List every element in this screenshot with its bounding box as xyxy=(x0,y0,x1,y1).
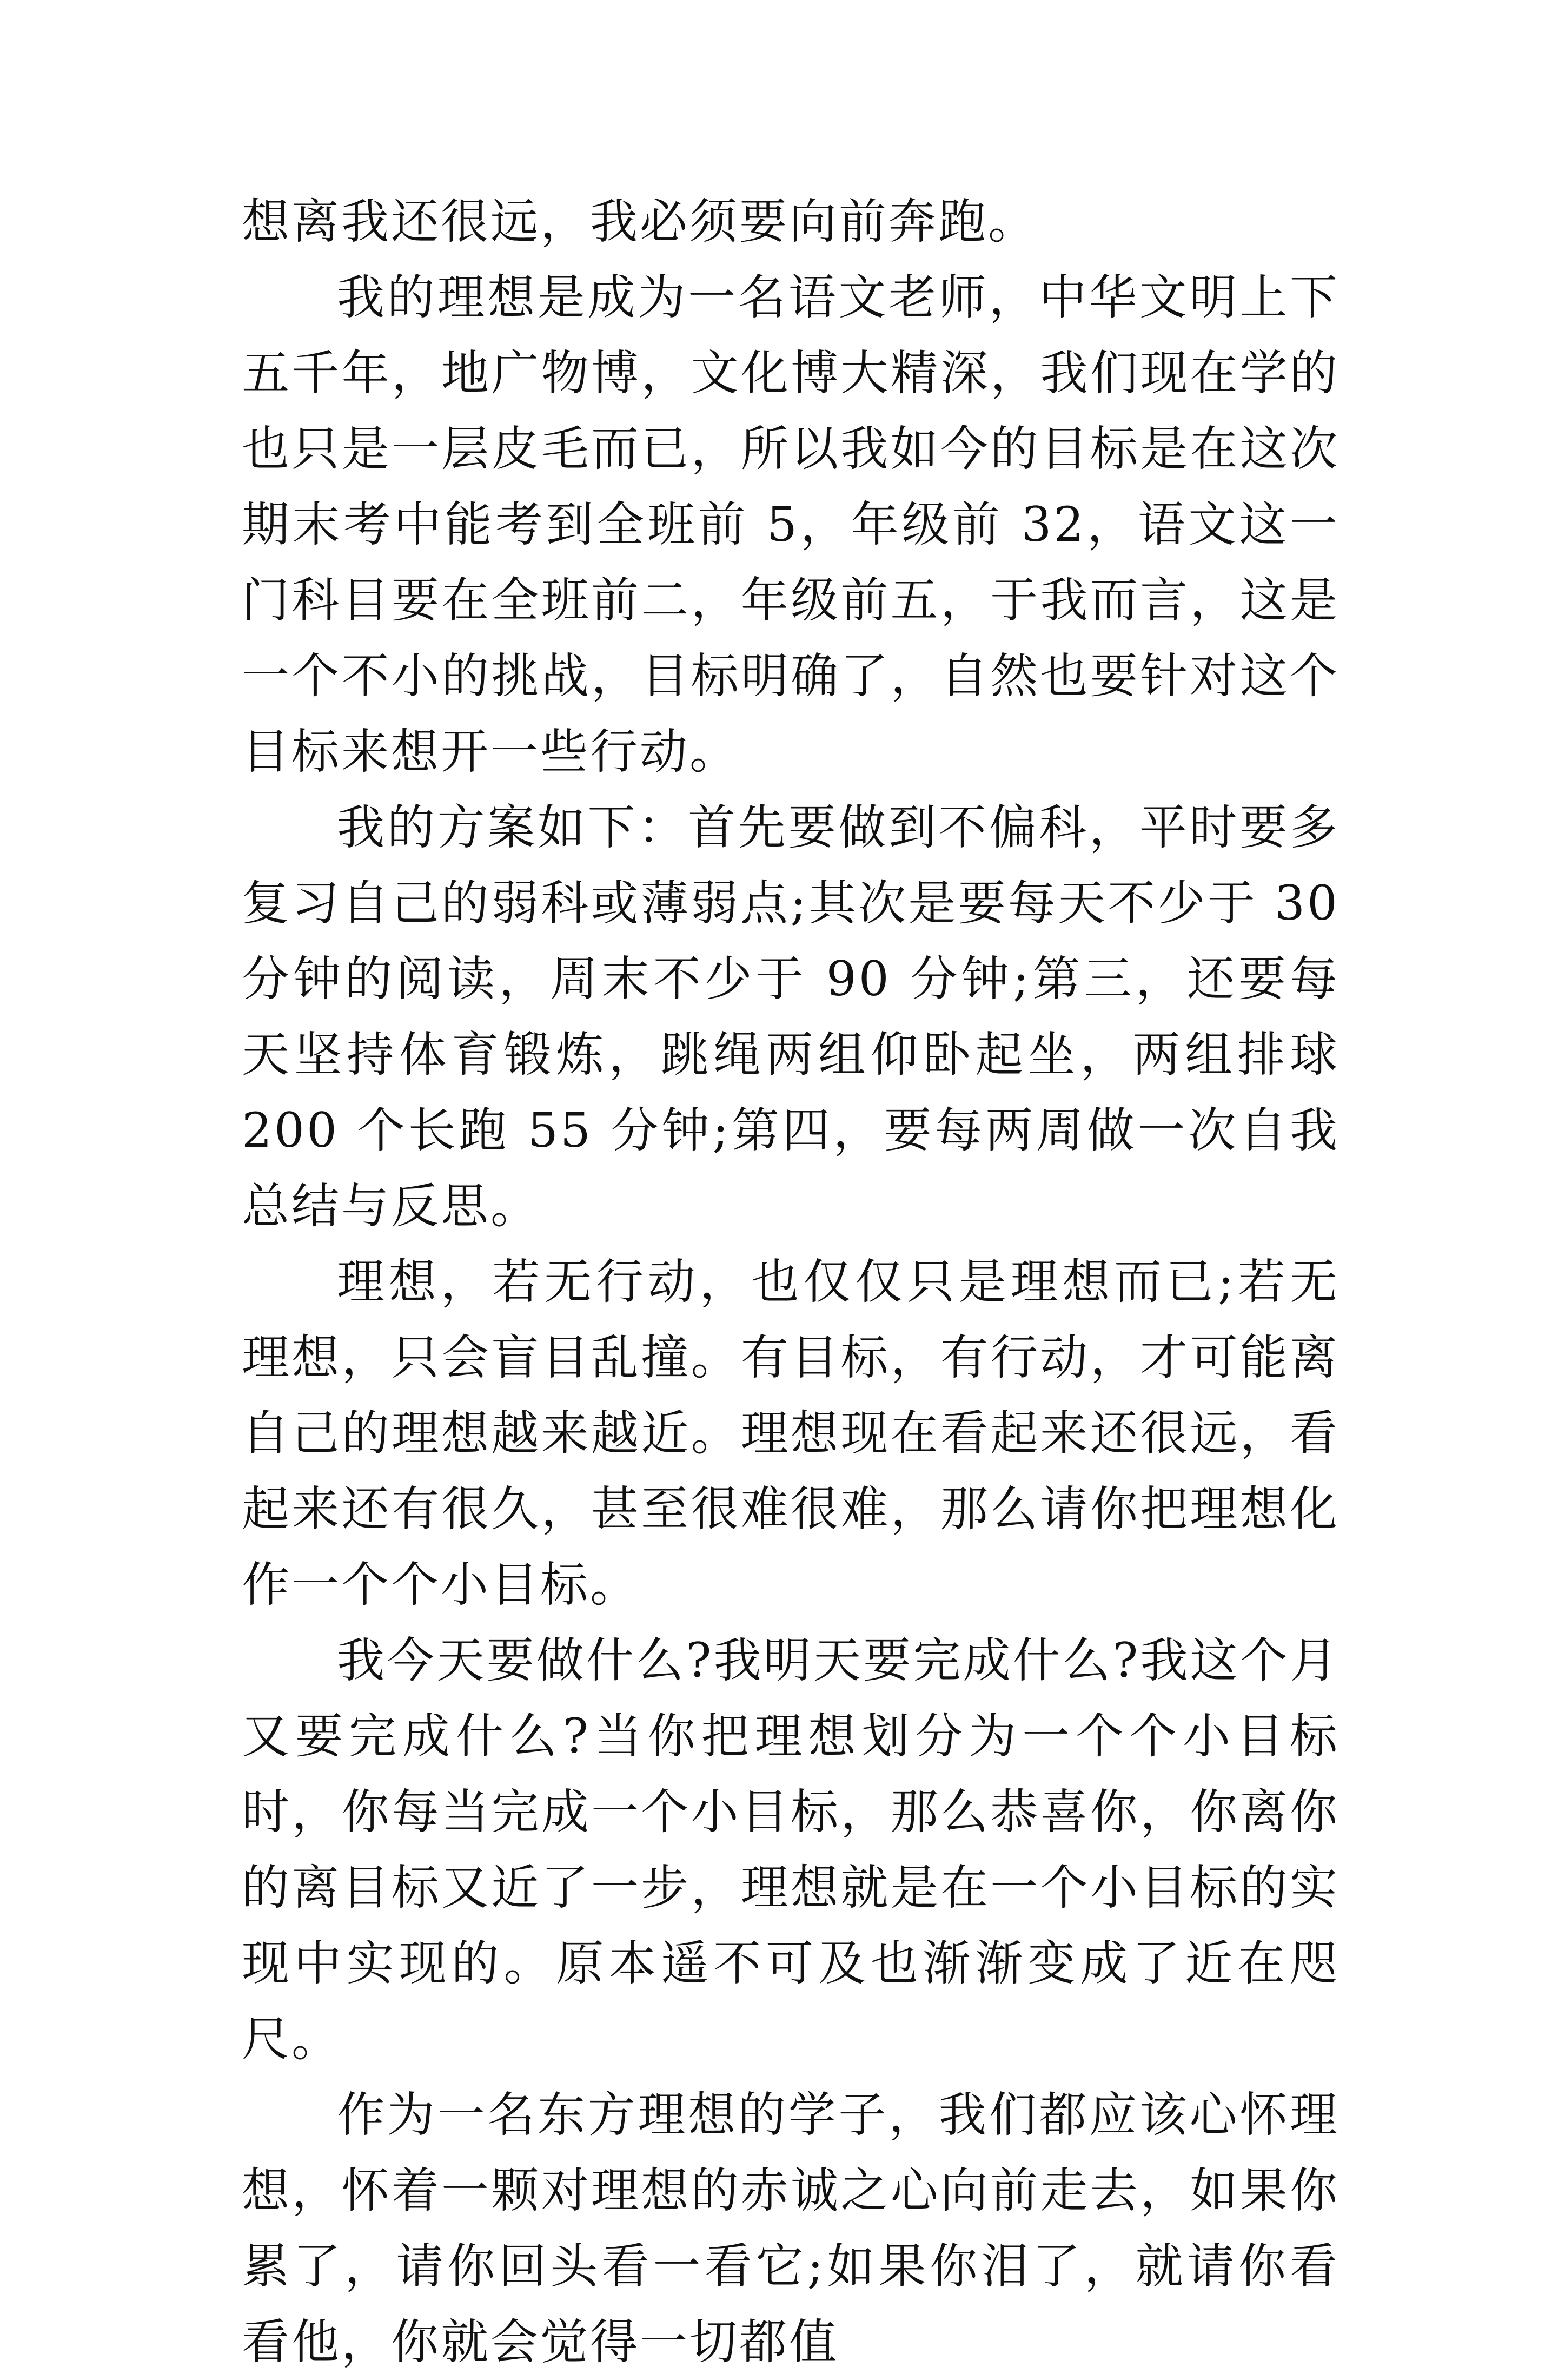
paragraph-plan: 我的方案如下：首先要做到不偏科，平时要多复习自己的弱科或薄弱点;其次是要每天不少于 30 分钟的阅读，周末不少于 90 分钟;第三，还要每天坚持体育锻炼，跳绳两组仰卧起坐，两组排球 200 个长跑 55 分钟;第四，要每两周做一次自我总结与反思。 xyxy=(242,799,1339,1234)
essay-body xyxy=(242,184,1339,2380)
paragraph-closing: 作为一名东方理想的学子，我们都应该心怀理想，怀着一颗对理想的赤诚之心向前走去，如果你累了，请你回头看一看它;如果你泪了，就请你看看他，你就会觉得一切都值 xyxy=(242,2087,1339,2370)
paragraph-ideal-teacher: 我的理想是成为一名语文老师，中华文明上下五千年，地广物博，文化博大精深，我们现在学的也只是一层皮毛而已，所以我如今的目标是在这次期末考中能考到全班前 5，年级前 32，语文这一门科目要在全班前二，年级前五，于我而言，这是一个不小的挑战，目标明确了，自然也要针对这个目标来想开一些行动。 xyxy=(242,269,1339,779)
paragraph-continuation: 想离我还很远，我必须要向前奔跑。 xyxy=(242,194,1038,249)
paragraph-small-goals: 我今天要做什么?我明天要完成什么?我这个月又要完成什么?当你把理想划分为一个个小目标时，你每当完成一个小目标，那么恭喜你，你离你的离目标又近了一步，理想就是在一个小目标的实现中实现的。原本遥不可及也渐渐变成了近在咫尺。 xyxy=(242,1632,1339,2067)
paragraph-ideal-action: 理想，若无行动，也仅仅只是理想而已;若无理想，只会盲目乱撞。有目标，有行动，才可能离自己的理想越来越近。理想现在看起来还很远，看起来还有很久，甚至很难很难，那么请你把理想化作一个个小目标。 xyxy=(242,1254,1339,1612)
